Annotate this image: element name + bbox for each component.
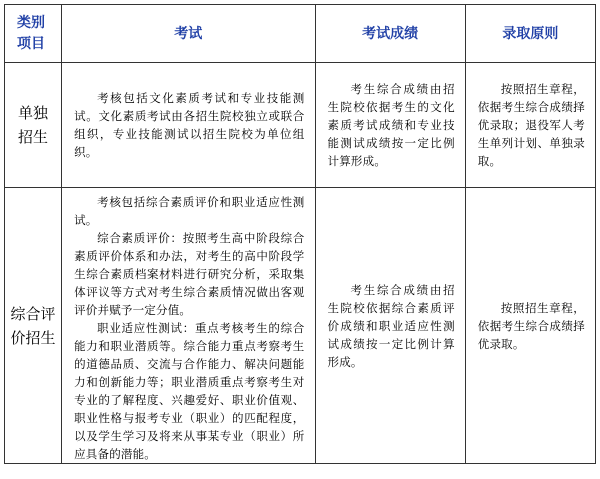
header-exam: 考试 <box>62 5 315 63</box>
exam-paragraph: 综合素质评价：按照考生高中阶段综合素质评价体系和办法，对考生的高中阶段学生综合素质档案材料进行研究分析，采取集体评议等方式对考生综合素质情况做出客观评价并赋予一定分值。 <box>74 230 305 317</box>
header-category-label: 类别 <box>17 15 45 31</box>
row-category-cell <box>5 188 62 464</box>
row-exam-cell <box>62 188 315 464</box>
exam-paragraph: 职业适应性测试：重点考核考生的综合能力和职业潜质等。综合能力重点考察考生的道德品质、交流与合作能力、解决问题能力和创新能力等；职业潜质重点考察考生对专业的了解程度、兴趣爱好、职业价值观、职业性格与报考专业（职业）的匹配程度，以及学生学习及将来从事某专业（职业）所应具备的潜能。 <box>74 320 305 461</box>
row-score-cell <box>315 63 465 188</box>
admission-text: 按照招生章程，依据考生综合成绩择优录取；退役军人考生单列计划、单独录取。 <box>477 82 585 168</box>
header-score: 考试成绩 <box>315 5 465 63</box>
header-item-label: 项目 <box>17 36 45 52</box>
header-category-cell <box>5 5 62 63</box>
score-text: 考生综合成绩由招生院校依据综合素质评价成绩和职业适应性测试成绩按一定比例计算形成。 <box>327 282 455 369</box>
row-category-line2: 招生 <box>18 128 49 146</box>
row-category-line1: 单独 <box>18 104 49 122</box>
row-category-line1: 综合评 <box>10 304 56 323</box>
exam-paragraph: 考核包括文化素质考试和专业技能测试。文化素质考试由各招生院校独立或联合组织，专业技能测试以招生院校为单位组织。 <box>74 91 305 159</box>
header-admission: 录取原则 <box>465 5 595 63</box>
row-category-cell <box>5 63 62 188</box>
exam-paragraph: 考核包括综合素质评价和职业适应性测试。 <box>74 194 305 227</box>
row-score-cell <box>315 188 465 464</box>
row-admission-cell <box>465 63 595 188</box>
table-row-separate-admission <box>5 63 596 188</box>
row-admission-cell <box>465 188 595 464</box>
row-exam-cell <box>62 63 315 188</box>
admission-methods-table <box>4 4 596 464</box>
table-row-comprehensive-evaluation <box>5 188 596 464</box>
score-text: 考生综合成绩由招生院校依据考生的文化素质考试成绩和专业技能测试成绩按一定比例计算形成。 <box>327 82 455 168</box>
admission-text: 按照招生章程，依据考生综合成绩择优录取。 <box>477 300 585 351</box>
row-category-line2: 价招生 <box>10 328 56 347</box>
table-header-row <box>5 5 596 63</box>
